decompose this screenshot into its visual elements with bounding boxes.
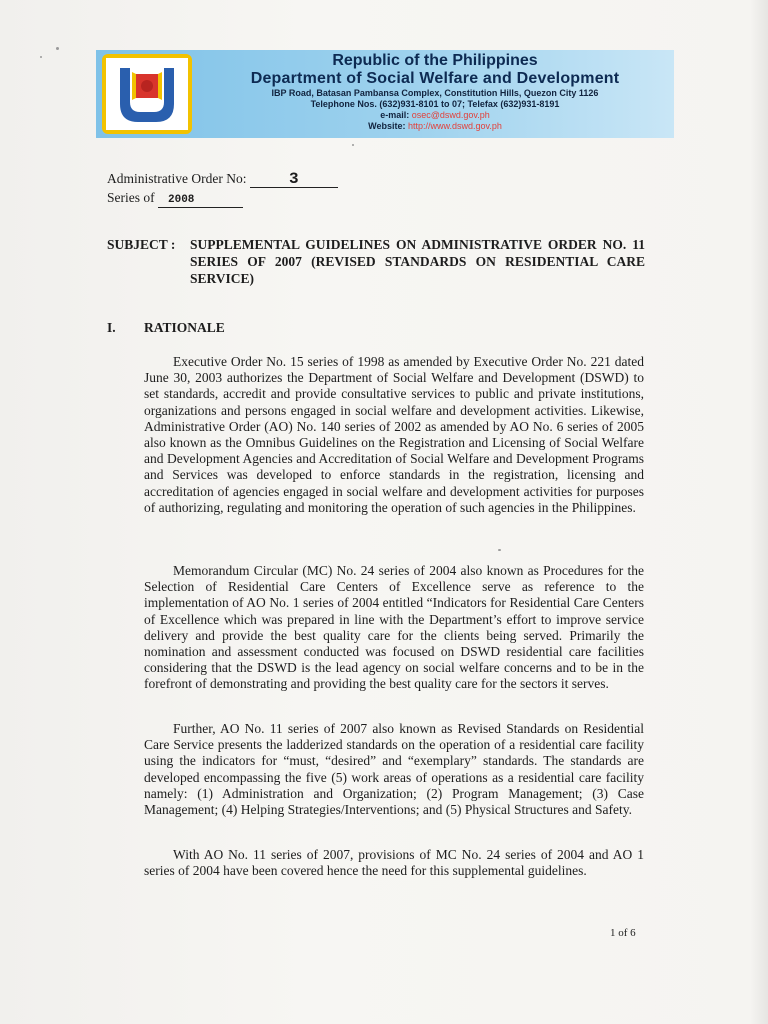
- page-edge-shadow: [750, 0, 768, 1024]
- section-title: RATIONALE: [144, 320, 225, 335]
- order-series-row: [107, 189, 338, 208]
- dswd-seal-icon: [106, 58, 188, 130]
- paragraph-4: [144, 847, 644, 879]
- website-label: Website:: [368, 121, 406, 131]
- order-series-value: 2008: [158, 193, 243, 208]
- website-link[interactable]: http://www.dswd.gov.ph: [407, 121, 502, 131]
- scan-speck: [352, 144, 354, 146]
- paragraph-text: Memorandum Circular (MC) No. 24 series of 2004 also known as Procedures for the Selection of Residential Care Centers of Excellence serve as reference to the implementation of AO No. 1 series of 2004 entitled “Indicators for Residential Care Centers of Excellence which was prepared in line with the Department’s effort to improve service delivery and provide the best quality care for the clients being served. Primarily the nomination and assessment conducted was focused on DSWD residential care facilities considering that the DSWD is the lead agency on social welfare concerns and to be in the forefront of demonstrating and providing the best quality care for the sectors it serves.: [144, 563, 644, 692]
- email-line: [200, 110, 670, 121]
- section-number: I.: [107, 320, 116, 335]
- subject-text: SUPPLEMENTAL GUIDELINES ON ADMINISTRATIVE ORDER NO. 11 SERIES OF 2007 (REVISED STANDARDS ON RESIDENTIAL CARE SERVICE): [190, 237, 645, 286]
- letterhead-text: [200, 52, 670, 132]
- email-link[interactable]: osec@dswd.gov.ph: [411, 110, 490, 120]
- subject-label: SUBJECT :: [107, 237, 176, 252]
- scan-speck: [56, 47, 59, 50]
- email-label: e-mail:: [380, 110, 410, 120]
- paragraph-3: [144, 721, 644, 818]
- scan-speck: [40, 56, 42, 58]
- paragraph-1: [144, 354, 644, 516]
- paragraph-text: With AO No. 11 series of 2007, provisions of MC No. 24 series of 2004 and AO 1 series of 2004 have been covered hence the need for this supplemental guidelines.: [144, 847, 644, 879]
- paragraph-text: Executive Order No. 15 series of 1998 as amended by Executive Order No. 221 dated June 30, 2003 authorizes the Department of Social Welfare and Development (DSWD) to set standards, accredit and provide consultative services to public and private institutions, organizations and persons engaged in social welfare and development activities. Likewise, Administrative Order (AO) No. 140 series of 2002 as amended by AO No. 6 series of 2005 also known as the Omnibus Guidelines on the Registration and Licensing of Social Welfare and Development Agencies and Accreditation of Social Welfare and Development Programs and Services was developed to enforce standards in the registration, licensing and accreditation of agencies engaged in social welfare and development activities for purposes of authorizing, regulating and monitoring the operation of such agencies in the Philippines.: [144, 354, 644, 515]
- address-line: IBP Road, Batasan Pambansa Complex, Constitution Hills, Quezon City 1126: [271, 88, 599, 98]
- order-info: [107, 170, 338, 208]
- paragraph-text: Further, AO No. 11 series of 2007 also known as Revised Standards on Residential Care Service presents the ladderized standards on the operation of a residential care facility using the indicators for “must, “desired” and “exemplary” standards. The standards are developed encompassing the five (5) work areas of operations as a residential care facility namely: (1) Administration and Organization; (2) Program Management; (3) Case Management; (4) Helping Strategies/Interventions; and (5) Physical Structures and Safety.: [144, 721, 644, 818]
- paragraph-2: [144, 563, 644, 693]
- page-number: 1 of 6: [610, 927, 636, 939]
- order-number-label: Administrative Order No:: [107, 171, 247, 186]
- scan-speck: [498, 549, 501, 551]
- telephone-line: Telephone Nos. (632)931-8101 to 07; Telefax (632)931-8191: [310, 99, 560, 109]
- website-line: [200, 121, 670, 132]
- dswd-logo: [102, 54, 192, 134]
- order-number-row: [107, 170, 338, 189]
- order-series-label: Series of: [107, 190, 155, 205]
- republic-title: Republic of the Philippines: [332, 52, 538, 69]
- department-title: Department of Social Welfare and Development: [250, 70, 620, 87]
- order-number-value: 3: [250, 171, 338, 188]
